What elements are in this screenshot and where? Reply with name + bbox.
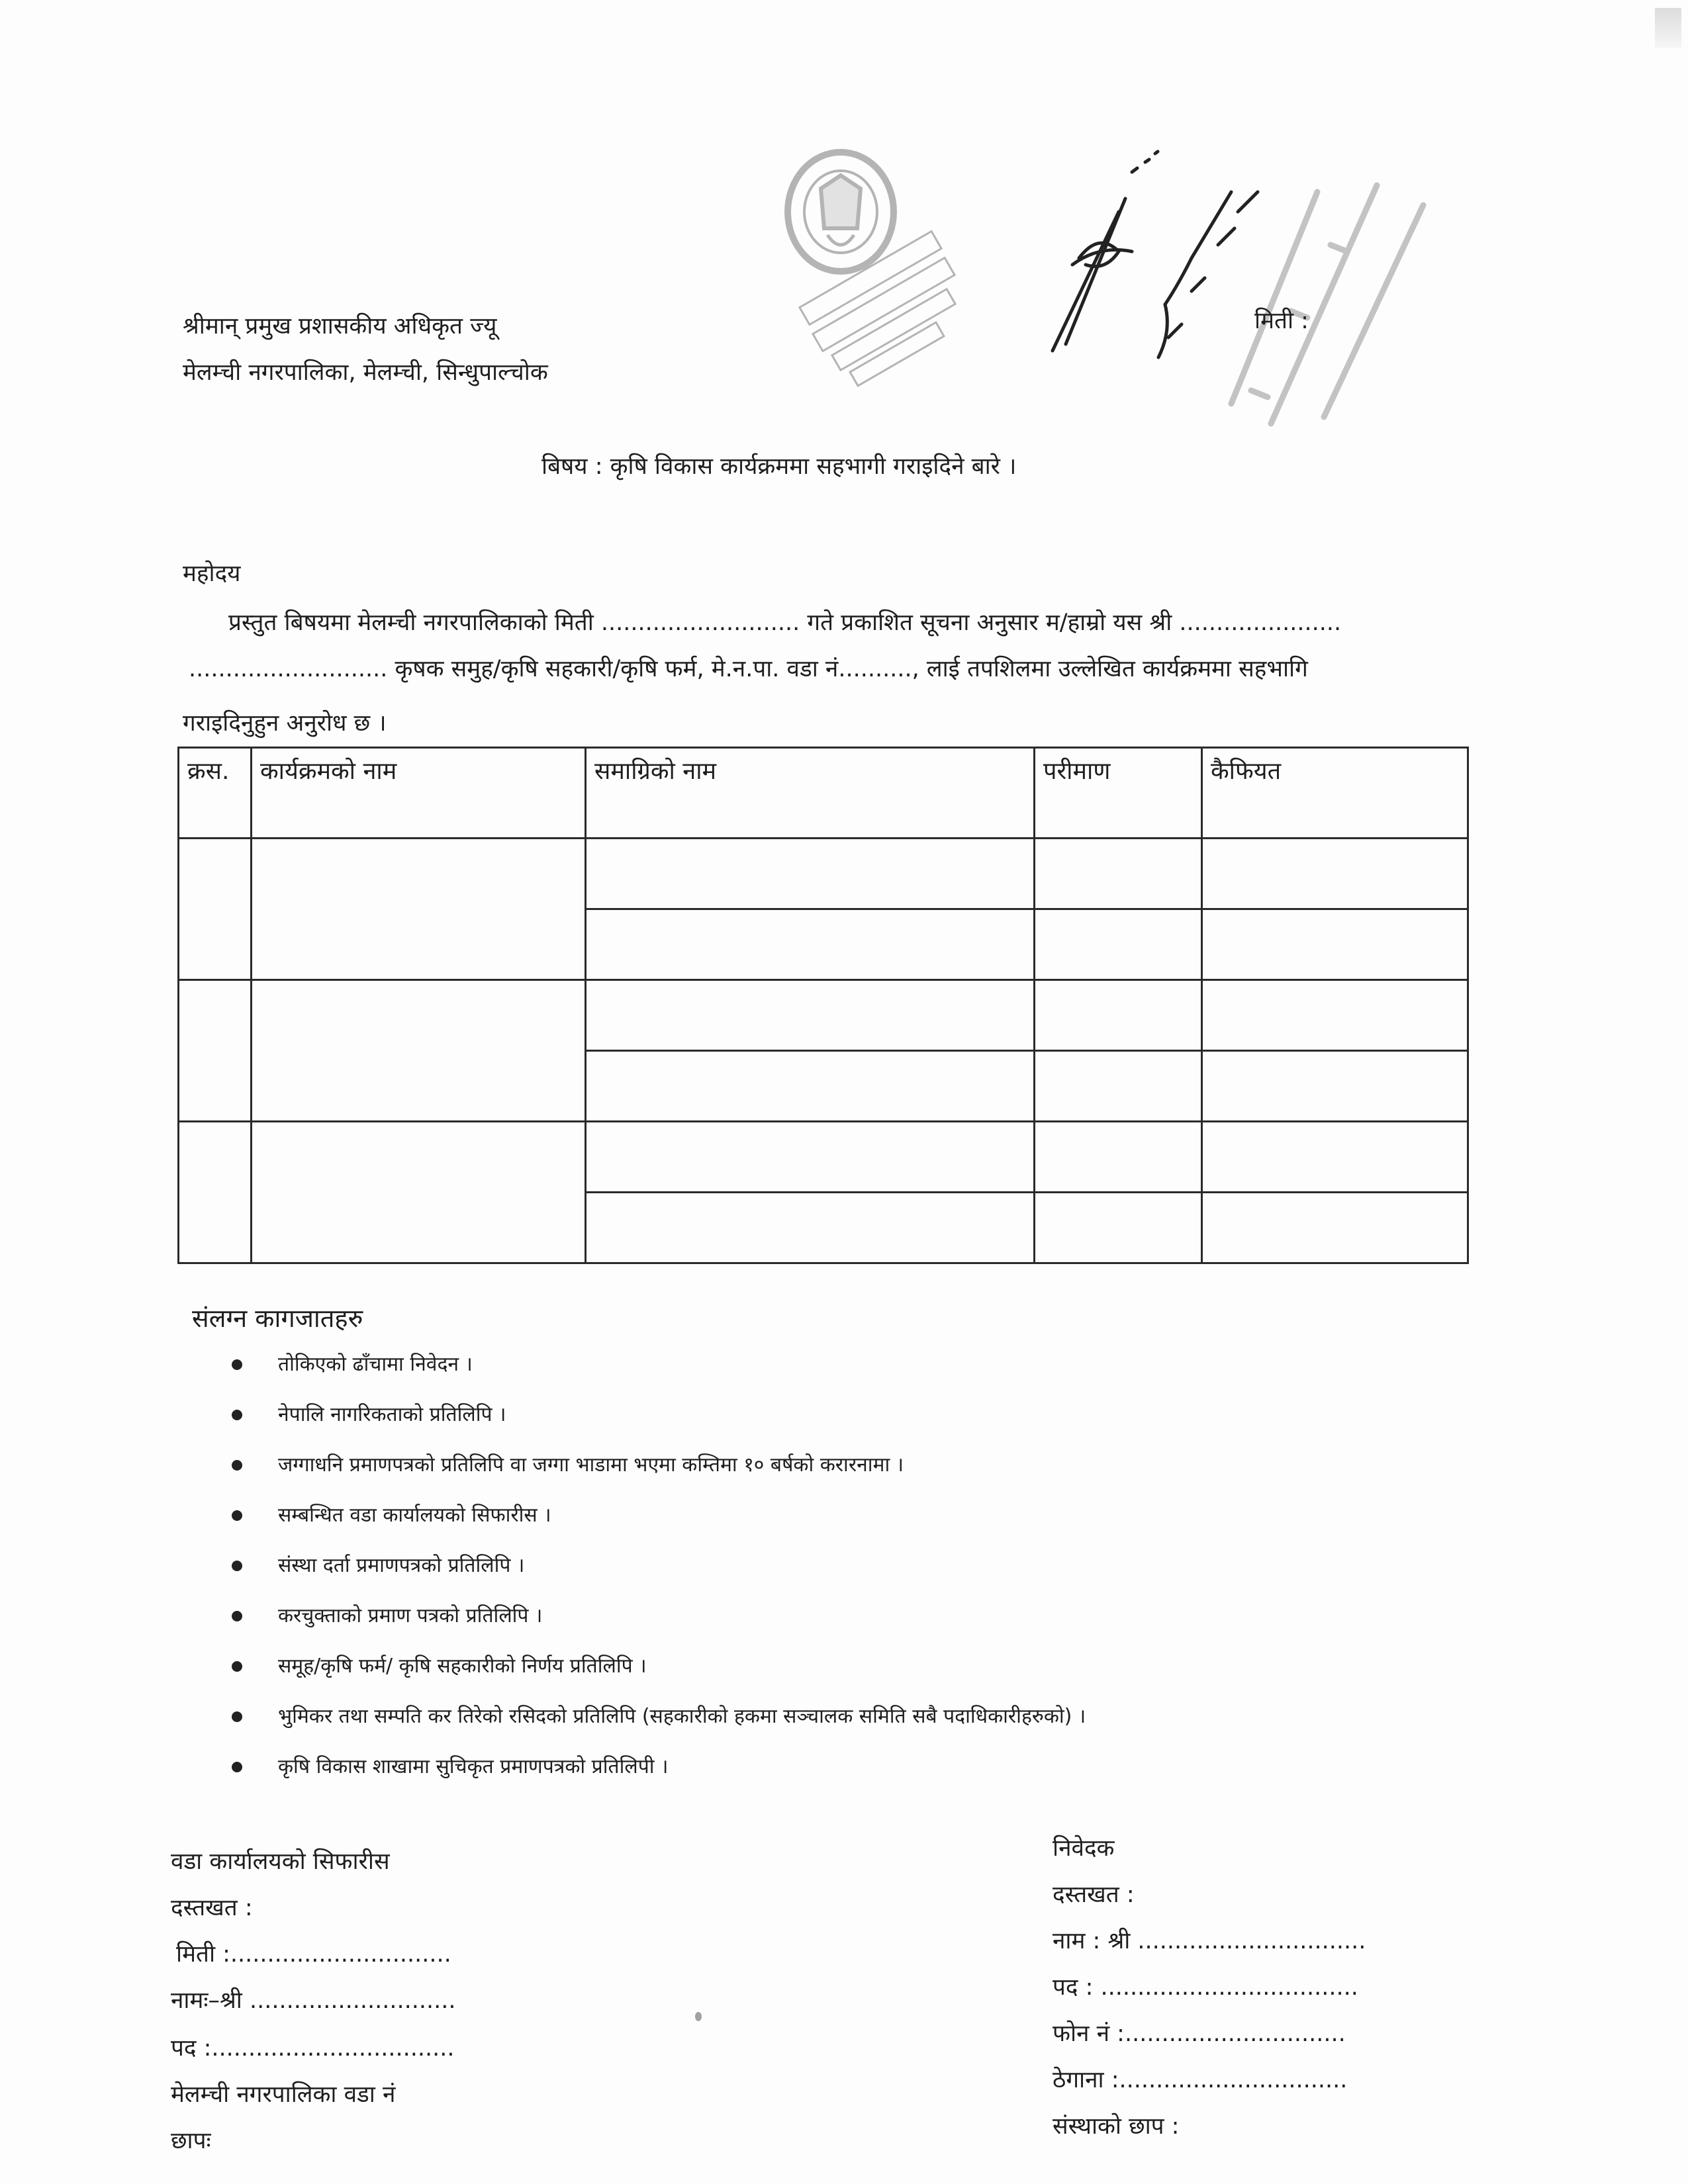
cell-serial[interactable]: [179, 980, 252, 1122]
subject-line: बिषय : कृषि विकास कार्यक्रममा सहभागी गराइदिने बारे ।: [541, 453, 1017, 480]
cell-material-name[interactable]: [586, 909, 1035, 980]
cell-remarks[interactable]: [1202, 1122, 1468, 1193]
ward-stamp: छापः: [171, 2128, 211, 2154]
ward-name: नामः–श्री ............................: [171, 1987, 456, 2014]
header-remarks: कैफियत: [1202, 748, 1468, 839]
cell-quantity[interactable]: [1035, 909, 1202, 980]
bullet-icon: [232, 1460, 242, 1471]
attachment-text: संस्था दर्ता प्रमाणपत्रको प्रतिलिपि ।: [278, 1554, 525, 1577]
cell-remarks[interactable]: [1202, 839, 1468, 909]
bullet-icon: [232, 1510, 242, 1521]
attachment-text: सम्बन्धित वडा कार्यालयको सिफारीस ।: [278, 1504, 551, 1527]
recipient-line-1: श्रीमान् प्रमुख प्रशासकीय अधिकृत ज्यू: [183, 313, 497, 340]
bullet-icon: [232, 1611, 242, 1621]
table-header-row: [179, 748, 1468, 839]
cell-serial[interactable]: [179, 839, 252, 980]
header-material-name: समाग्रिको नाम: [586, 748, 1035, 839]
applicant-name: नाम : श्री ...............................: [1053, 1928, 1366, 1954]
list-item: [232, 1602, 1086, 1652]
table-row: [179, 839, 1468, 909]
list-item: [232, 1501, 1086, 1551]
cell-material-name[interactable]: [586, 980, 1035, 1051]
list-item: [232, 1350, 1086, 1400]
header-quantity: परीमाण: [1035, 748, 1202, 839]
header-program-name: कार्यक्रमको नाम: [252, 748, 586, 839]
list-item: [232, 1451, 1086, 1501]
cell-quantity[interactable]: [1035, 1051, 1202, 1122]
ward-date: मिती :..............................: [176, 1941, 451, 1968]
officer-signature-stamp: [1033, 113, 1456, 443]
program-table: [177, 747, 1469, 1264]
attachment-text: समूह/कृषि फर्म/ कृषि सहकारीको निर्णय प्रतिलिपि ।: [278, 1655, 647, 1678]
list-item: [232, 1652, 1086, 1702]
attachment-text: कृषि विकास शाखामा सुचिकृत प्रमाणपत्रको प्रतिलिपी ।: [278, 1755, 669, 1778]
header-serial: क्रस.: [179, 748, 252, 839]
applicant-post: पद : ...................................: [1053, 1974, 1358, 2001]
cell-serial[interactable]: [179, 1122, 252, 1263]
ward-number: मेलम्ची नगरपालिका वडा नं: [171, 2081, 396, 2108]
body-line-2: ........................... कृषक समुह/कृषि सहकारी/कृषि फर्म, मे.न.पा. वडा नं.........., लाई तपशिलमा उल्लेखित कार्यक्रममा सहभागि: [189, 656, 1308, 682]
cell-material-name[interactable]: [586, 1122, 1035, 1193]
list-item: [232, 1400, 1086, 1451]
attachment-text: जग्गाधनि प्रमाणपत्रको प्रतिलिपि वा जग्गा भाडामा भएमा कम्तिमा १० बर्षको करारनामा ।: [278, 1453, 904, 1477]
municipal-seal-stamp: [748, 136, 986, 414]
scan-speck: [695, 2012, 702, 2021]
bullet-icon: [232, 1359, 242, 1370]
cell-remarks[interactable]: [1202, 980, 1468, 1051]
applicant-stamp: संस्थाको छाप :: [1053, 2113, 1180, 2140]
applicant-phone: फोन नं :..............................: [1053, 2021, 1346, 2047]
attachment-text: तोकिएको ढाँचामा निवेदन ।: [278, 1353, 473, 1376]
recipient-line-2: मेलम्ची नगरपालिका, मेलम्ची, सिन्धुपाल्चोक: [183, 359, 548, 386]
date-label: मिती :: [1254, 308, 1309, 334]
attachment-text: नेपालि नागरिकताको प्रतिलिपि ।: [278, 1403, 506, 1426]
table-row: [179, 1122, 1468, 1193]
cell-quantity[interactable]: [1035, 1122, 1202, 1193]
cell-program-name[interactable]: [252, 839, 586, 980]
bullet-icon: [232, 1661, 242, 1672]
ward-post: पद :.................................: [171, 2035, 455, 2062]
cell-quantity[interactable]: [1035, 1193, 1202, 1263]
bullet-icon: [232, 1561, 242, 1571]
cell-remarks[interactable]: [1202, 909, 1468, 980]
body-line-3: गराइदिनुहुन अनुरोध छ ।: [183, 710, 387, 737]
salutation: महोदय: [183, 561, 241, 587]
body-line-1: प्रस्तुत बिषयमा मेलम्ची नगरपालिकाको मिती ........................... गते प्रकाशित सूचना अनुसार म/हाम्रो यस श्री ......................: [228, 610, 1342, 636]
table-row: [179, 980, 1468, 1051]
bullet-icon: [232, 1711, 242, 1722]
cell-remarks[interactable]: [1202, 1193, 1468, 1263]
attachment-text: करचुक्ताको प्रमाण पत्रको प्रतिलिपि ।: [278, 1604, 543, 1627]
bullet-icon: [232, 1410, 242, 1420]
list-item: [232, 1551, 1086, 1602]
cell-material-name[interactable]: [586, 1051, 1035, 1122]
scan-edge-mark: [1655, 8, 1681, 48]
list-item: [232, 1702, 1086, 1752]
ward-title: वडा कार्यालयको सिफारीस: [171, 1848, 390, 1875]
applicant-signature: दस्तखत :: [1053, 1882, 1135, 1908]
attachments-list: [232, 1350, 1086, 1803]
list-item: [232, 1752, 1086, 1803]
attachments-title: संलग्न कागजातहरु: [192, 1304, 363, 1333]
cell-material-name[interactable]: [586, 1193, 1035, 1263]
attachment-text: भुमिकर तथा सम्पति कर तिरेको रसिदको प्रतिलिपि (सहकारीको हकमा सञ्चालक समिति सबै पदाधिकारीहरुको) ।: [278, 1705, 1086, 1728]
cell-quantity[interactable]: [1035, 980, 1202, 1051]
applicant-title: निवेदक: [1053, 1835, 1115, 1862]
cell-program-name[interactable]: [252, 1122, 586, 1263]
applicant-address: ठेगाना :...............................: [1053, 2067, 1348, 2093]
ward-signature: दस्तखत :: [171, 1895, 253, 1921]
bullet-icon: [232, 1762, 242, 1772]
cell-program-name[interactable]: [252, 980, 586, 1122]
cell-remarks[interactable]: [1202, 1051, 1468, 1122]
cell-quantity[interactable]: [1035, 839, 1202, 909]
cell-material-name[interactable]: [586, 839, 1035, 909]
